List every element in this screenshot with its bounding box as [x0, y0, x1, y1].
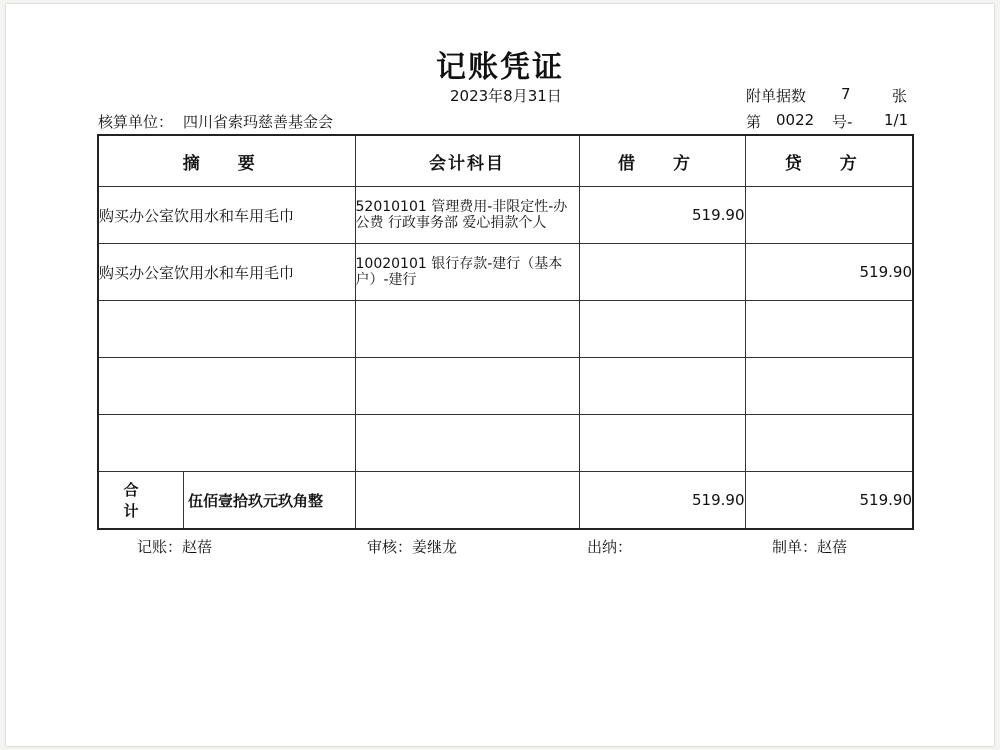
attachment-unit: 张 — [892, 87, 908, 105]
total-debit: 519.90 — [579, 472, 745, 530]
attachment-number: 7 — [841, 85, 851, 103]
voucher-title: 记账凭证 — [436, 50, 564, 85]
row-summary — [98, 415, 355, 472]
row-debit — [579, 301, 745, 358]
row-subject — [355, 301, 579, 358]
row-subject: 10020101 银行存款-建行（基本户）-建行 — [355, 244, 579, 301]
header-credit: 贷 方 — [745, 135, 913, 187]
row-summary — [98, 301, 355, 358]
total-row — [98, 472, 913, 530]
row-debit: 519.90 — [579, 187, 745, 244]
voucher-table — [97, 134, 914, 530]
row-summary — [98, 358, 355, 415]
table-row — [98, 358, 913, 415]
cashier: 出纳： — [587, 538, 633, 556]
total-credit: 519.90 — [745, 472, 913, 530]
row-subject — [355, 415, 579, 472]
row-credit — [745, 301, 913, 358]
table-row — [98, 244, 913, 301]
table-row — [98, 301, 913, 358]
total-amount-words: 伍佰壹拾玖元玖角整 — [188, 491, 324, 510]
row-subject: 52010101 管理费用-非限定性-办公费 行政事务部 爱心捐款个人 — [355, 187, 579, 244]
header-debit: 借 方 — [579, 135, 745, 187]
total-cell — [98, 472, 355, 530]
voucher-page: 1/1 — [884, 111, 909, 129]
row-debit — [579, 358, 745, 415]
row-credit — [745, 358, 913, 415]
reviewer: 审核：姜继龙 — [367, 538, 458, 556]
attachment-label: 附单据数 — [746, 87, 807, 105]
row-debit — [579, 415, 745, 472]
voucher-date: 2023年8月31日 — [450, 87, 562, 105]
total-subject-blank — [355, 472, 579, 530]
voucher-number-prefix: 第 — [746, 113, 762, 131]
accounting-unit-name: 四川省索玛慈善基金会 — [183, 113, 334, 131]
accounting-unit-label: 核算单位： — [98, 113, 174, 131]
row-summary: 购买办公室饮用水和车用毛巾 — [98, 244, 355, 301]
row-credit: 519.90 — [745, 244, 913, 301]
total-label: 合 计 — [99, 472, 184, 528]
header-summary: 摘 要 — [98, 135, 355, 187]
table-row — [98, 187, 913, 244]
voucher-number-suffix: 号- — [832, 113, 853, 131]
row-debit — [579, 244, 745, 301]
voucher-number-value: 0022 — [776, 111, 815, 129]
row-subject — [355, 358, 579, 415]
table-row — [98, 415, 913, 472]
bookkeeper: 记账：赵蓓 — [137, 538, 213, 556]
row-summary: 购买办公室饮用水和车用毛巾 — [98, 187, 355, 244]
header-subject: 会计科目 — [355, 135, 579, 187]
preparer: 制单：赵蓓 — [772, 538, 848, 556]
accounting-unit — [98, 111, 333, 132]
row-credit — [745, 187, 913, 244]
row-credit — [745, 415, 913, 472]
table-header-row — [98, 135, 913, 187]
